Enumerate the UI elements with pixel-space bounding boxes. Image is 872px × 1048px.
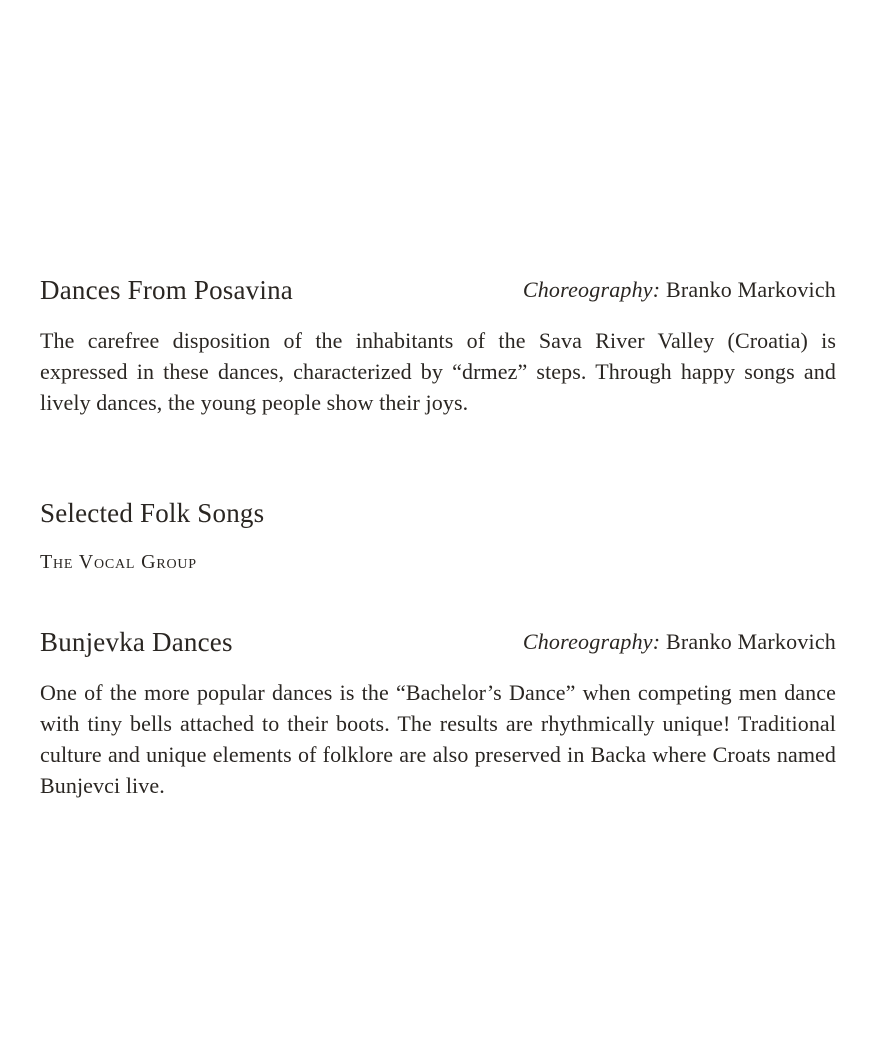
program-item-dances-from-posavina bbox=[40, 273, 836, 418]
credit-label: Choreography: bbox=[522, 277, 661, 302]
program-item-bunjevka-dances bbox=[40, 625, 836, 801]
program-item-description: One of the more popular dances is the “Bachelor’s Dance” when competing men dance with tiny bells attached to their boots. The results are rhythmically unique! Traditional culture and unique elements of folklore are also preserved in Backa where Croats named Bunjevci live. bbox=[40, 680, 836, 798]
program-item-description: The carefree disposition of the inhabitants of the Sava River Valley (Croatia) is expressed in these dances, characterized by “drmez” steps. Through happy songs and lively dances, the young people show their joys. bbox=[40, 328, 836, 415]
program-item-heading bbox=[40, 625, 836, 659]
choreography-credit bbox=[523, 626, 836, 658]
program-item-heading bbox=[40, 273, 836, 307]
program-item-title: Dances From Posavina bbox=[40, 275, 293, 305]
credit-name: Branko Markovich bbox=[666, 629, 836, 654]
program-item-heading bbox=[40, 496, 836, 530]
program-item-selected-folk-songs bbox=[40, 496, 836, 576]
choreography-credit bbox=[523, 274, 836, 306]
program-item-title: Selected Folk Songs bbox=[40, 498, 265, 528]
performer-name: The Vocal Group bbox=[40, 551, 197, 573]
credit-name: Branko Markovich bbox=[666, 277, 836, 302]
program-item-title: Bunjevka Dances bbox=[40, 627, 233, 657]
credit-label: Choreography: bbox=[522, 629, 661, 654]
